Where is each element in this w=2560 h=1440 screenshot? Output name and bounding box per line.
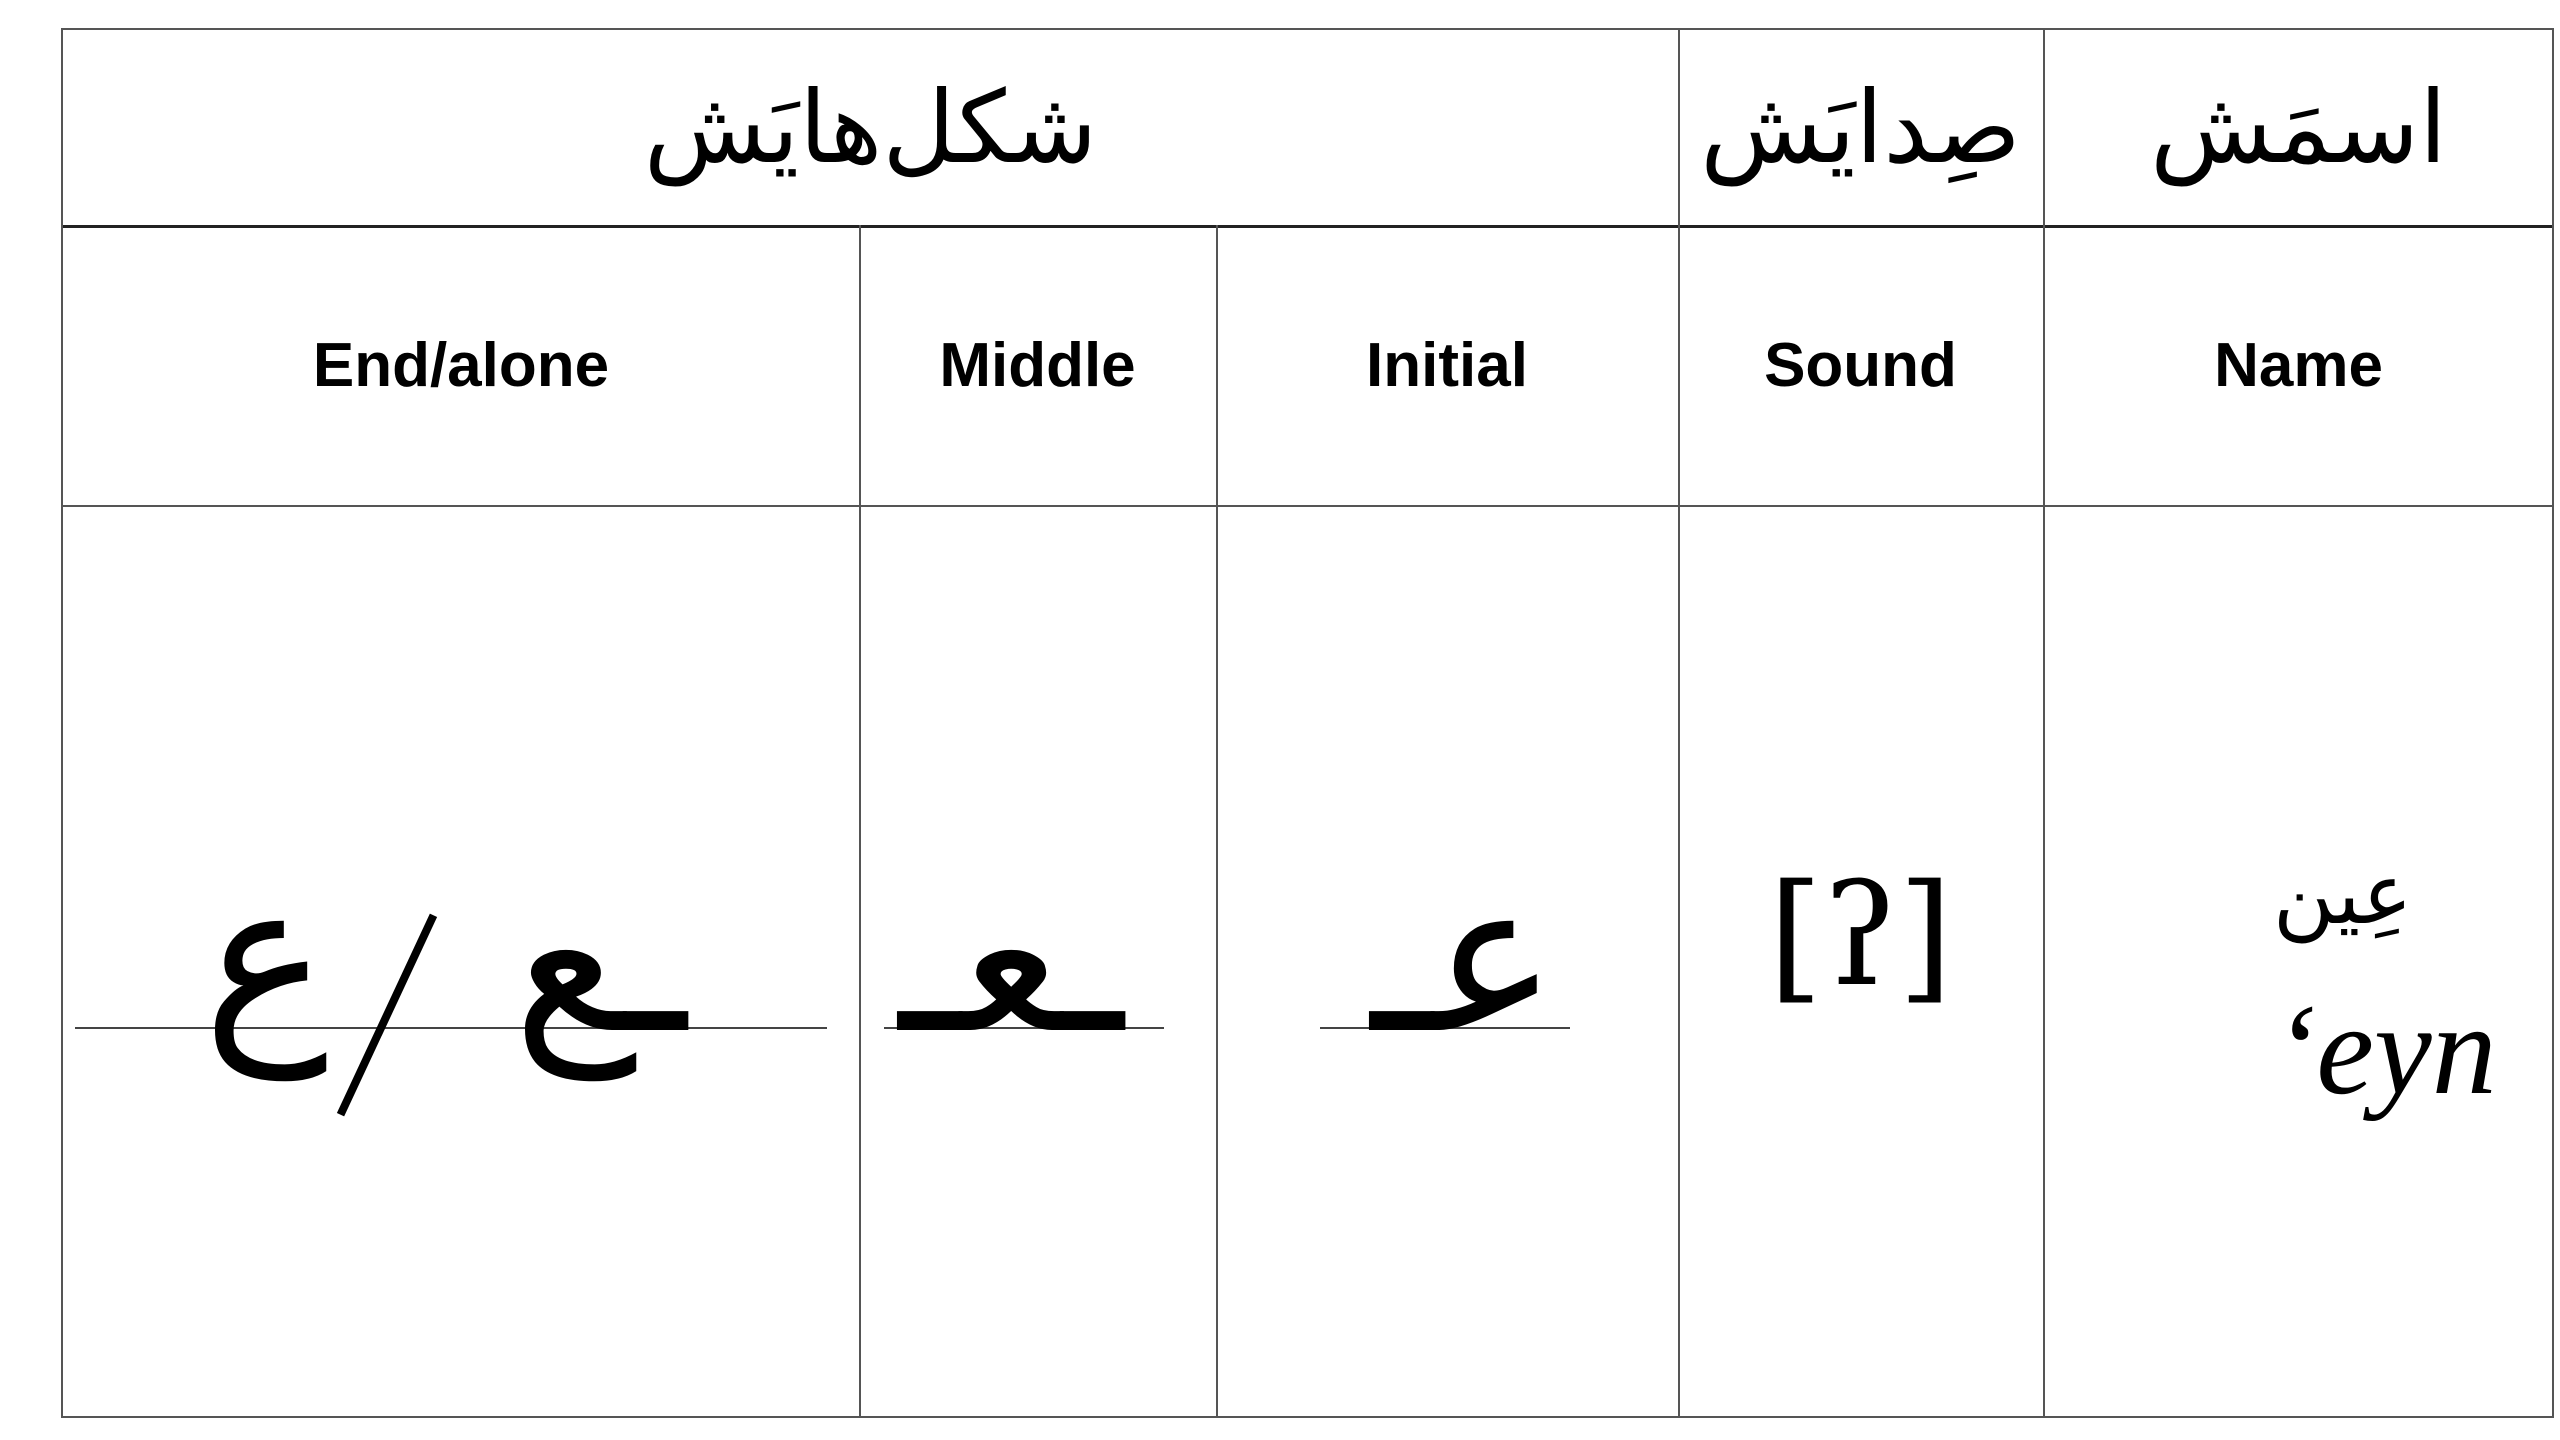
name-cell [2043,505,2554,1418]
sound-ipa: [ʔ] [1768,855,1953,1018]
header-sound: Sound [1764,330,1957,400]
end-form-glyph: ـع [513,835,687,1080]
sound-cell [1678,505,2043,1418]
middle-cell [859,505,1216,1418]
alphabet-table [61,28,2554,1418]
letter-name-transliteration: ‘eyn [2273,978,2497,1122]
header-initial: Initial [1366,330,1528,400]
header-name: Name [2214,330,2383,400]
middle-form-glyph: ـعـ [899,835,1124,1080]
letter-name-arabic: عِین [2273,845,2413,943]
alone-form-glyph: ع [203,835,329,1080]
header-middle: Middle [939,330,1136,400]
header-end-alone: End/alone [312,330,610,400]
initial-form-glyph: عـ [1371,835,1558,1080]
end-alone-cell [63,505,859,1418]
header-forms-persian: شکل‌هایَش [643,69,1098,186]
separator-slash [337,914,437,1117]
writing-baseline [75,1027,827,1029]
header-name-persian: اسمَش [2150,69,2447,186]
initial-cell [1216,505,1678,1418]
header-sound-persian: صِدایَش [1700,69,2021,186]
